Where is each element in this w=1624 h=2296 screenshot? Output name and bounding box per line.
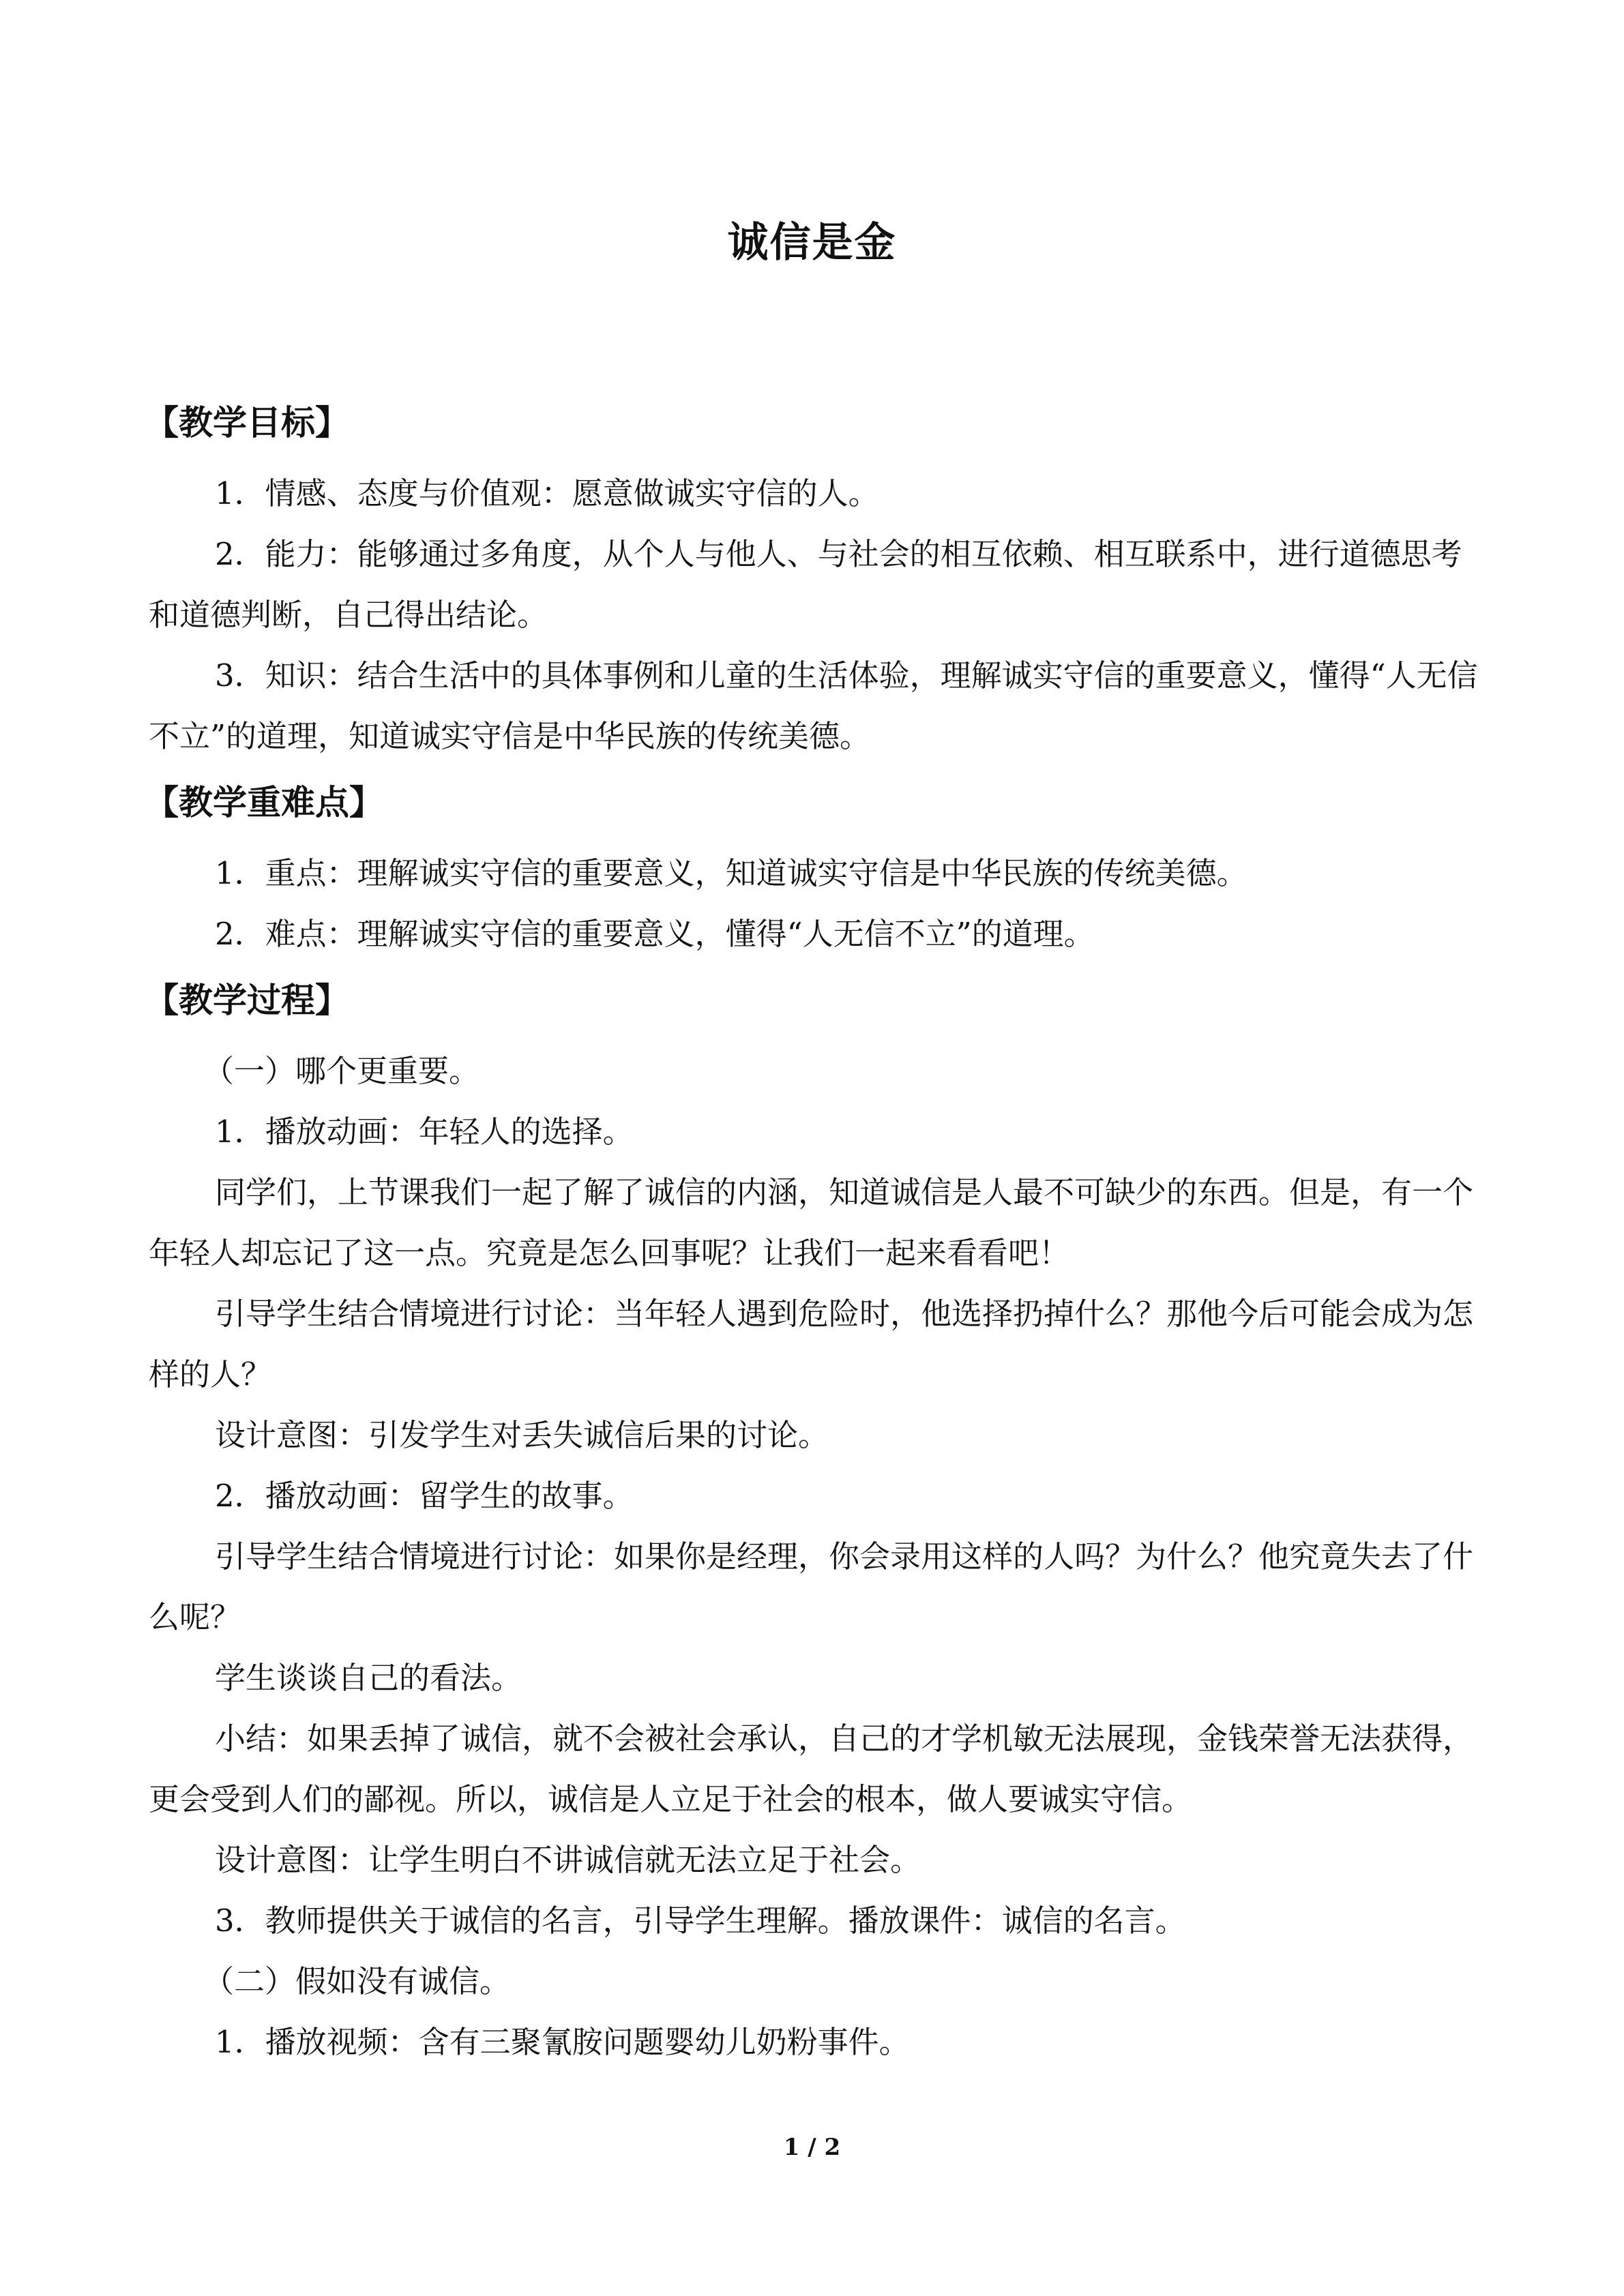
process-item: 1．播放动画：年轻人的选择。: [215, 1114, 634, 1150]
process-subheading: （二）假如没有诚信。: [203, 1963, 511, 1999]
key-point-item: 1．重点：理解诚实守信的重要意义，知道诚实守信是中华民族的传统美德。: [215, 855, 1247, 891]
document-title: 诚信是金: [727, 219, 897, 267]
process-item: 同学们，上节课我们一起了解了诚信的内涵，知道诚信是人最不可缺少的东西。但是，有一个年轻人却忘记了这一点。究竟是怎么回事呢？让我们一起来看看吧！: [149, 1174, 1474, 1271]
page-number: 1 / 2: [783, 2134, 841, 2161]
process-item: 引导学生结合情境进行讨论：当年轻人遇到危险时，他选择扔掉什么？那他今后可能会成为怎样的人？: [149, 1296, 1474, 1392]
process-item: 1．播放视频：含有三聚氰胺问题婴幼儿奶粉事件。: [215, 2024, 910, 2060]
process-item: 设计意图：引发学生对丢失诚信后果的讨论。: [215, 1417, 829, 1453]
process-subheading: （一）哪个更重要。: [203, 1053, 480, 1089]
process-item: 2．播放动画：留学生的故事。: [215, 1478, 634, 1514]
document-body: [145, 392, 1479, 2072]
section-heading-key-points: 【教学重难点】: [145, 782, 383, 822]
section-heading-goals: 【教学目标】: [145, 402, 349, 443]
process-item: 引导学生结合情境进行讨论：如果你是经理，你会录用这样的人吗？为什么？他究竟失去了什么呢？: [149, 1538, 1474, 1635]
goal-item-emotion: 1．情感、态度与价值观：愿意做诚实守信的人。: [215, 475, 879, 511]
section-heading-process: 【教学过程】: [145, 980, 349, 1020]
goal-item-knowledge: 3．知识：结合生活中的具体事例和儿童的生活体验，理解诚实守信的重要意义，懂得“人无信不立”的道理，知道诚实守信是中华民族的传统美德。: [149, 657, 1478, 754]
process-item: 学生谈谈自己的看法。: [215, 1660, 522, 1696]
goal-item-ability: 2．能力：能够通过多角度，从个人与他人、与社会的相互依赖、相互联系中，进行道德思考和道德判断，自己得出结论。: [149, 536, 1462, 633]
difficult-point-item: 2．难点：理解诚实守信的重要意义，懂得“人无信不立”的道理。: [215, 916, 1095, 952]
process-item: 3．教师提供关于诚信的名言，引导学生理解。播放课件：诚信的名言。: [215, 1903, 1186, 1939]
process-item: 小结：如果丢掉了诚信，就不会被社会承认，自己的才学机敏无法展现，金钱荣誉无法获得，更会受到人们的鄙视。所以，诚信是人立足于社会的根本，做人要诚实守信。: [149, 1720, 1474, 1817]
process-item: 设计意图：让学生明白不讲诚信就无法立足于社会。: [215, 1842, 921, 1878]
